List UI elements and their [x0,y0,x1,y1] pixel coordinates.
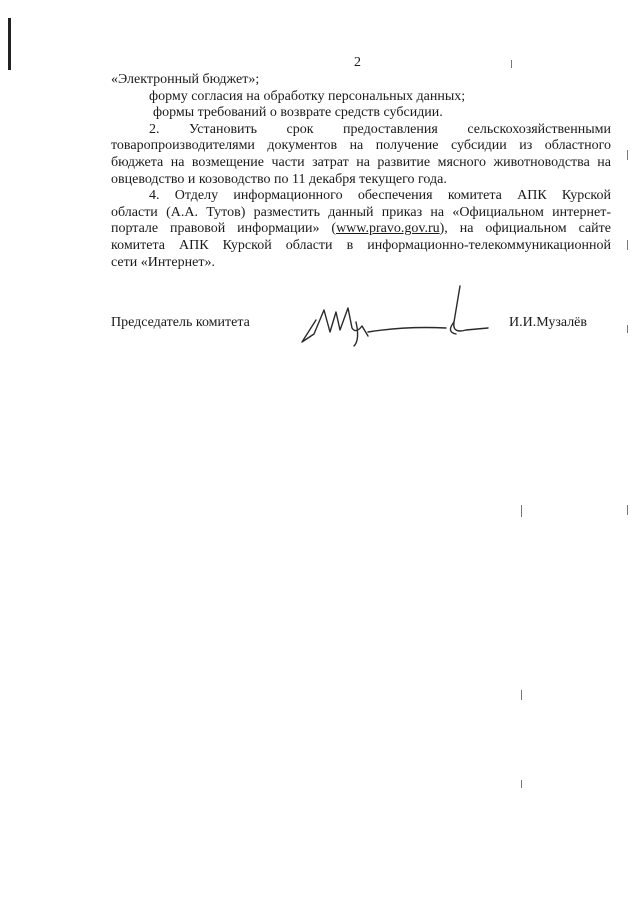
text-line: формы требований о возврате средств субсидии. [153,105,443,121]
paragraph-2-first-line [111,122,611,139]
text-line-with-link [111,221,611,238]
text-line: товаропроизводителями документов на получение субсидии из областного [111,138,611,154]
text-line: бюджета на возмещение части затрат на развитие мясного животноводства на [111,154,611,170]
scan-speck [627,150,628,160]
scan-edge-mark [8,18,11,70]
text-line: 4. Отделу информационного обеспечения комитета АПК Курской [149,188,611,204]
text-line: области (А.А. Тутов) разместить данный приказ на «Официальном интернет- [111,204,611,220]
text-fragment: ), на официальном сайте [439,221,611,237]
scan-speck [627,505,628,515]
scan-speck [627,240,628,250]
scan-speck [627,325,628,333]
text-line: «Электронный бюджет»; [111,72,260,87]
scan-speck [521,505,522,517]
text-line: комитета АПК Курской области в информационно-телекоммуникационной [111,237,611,253]
document-body [111,72,611,271]
text-fragment: портале правовой информации» ( [111,221,337,237]
handwritten-signature [296,282,496,352]
text-line: овцеводство и козоводство по 11 декабря текущего года. [111,171,447,187]
signatory-name: И.И.Музалёв [509,315,587,330]
text-line: форму согласия на обработку персональных данных; [149,88,466,104]
signatory-title: Председатель комитета [111,315,250,330]
pravo-link[interactable]: www.pravo.gov.ru [336,221,440,237]
text-fragment: Установить срок предоставления сельскохозяйственными [189,121,611,137]
paragraph-number: 2. [149,121,160,137]
page-number: 2 [354,55,361,70]
text-line: сети «Интернет». [111,254,215,270]
scan-speck [521,690,522,700]
scan-speck [521,780,522,788]
scan-speck [511,60,512,68]
